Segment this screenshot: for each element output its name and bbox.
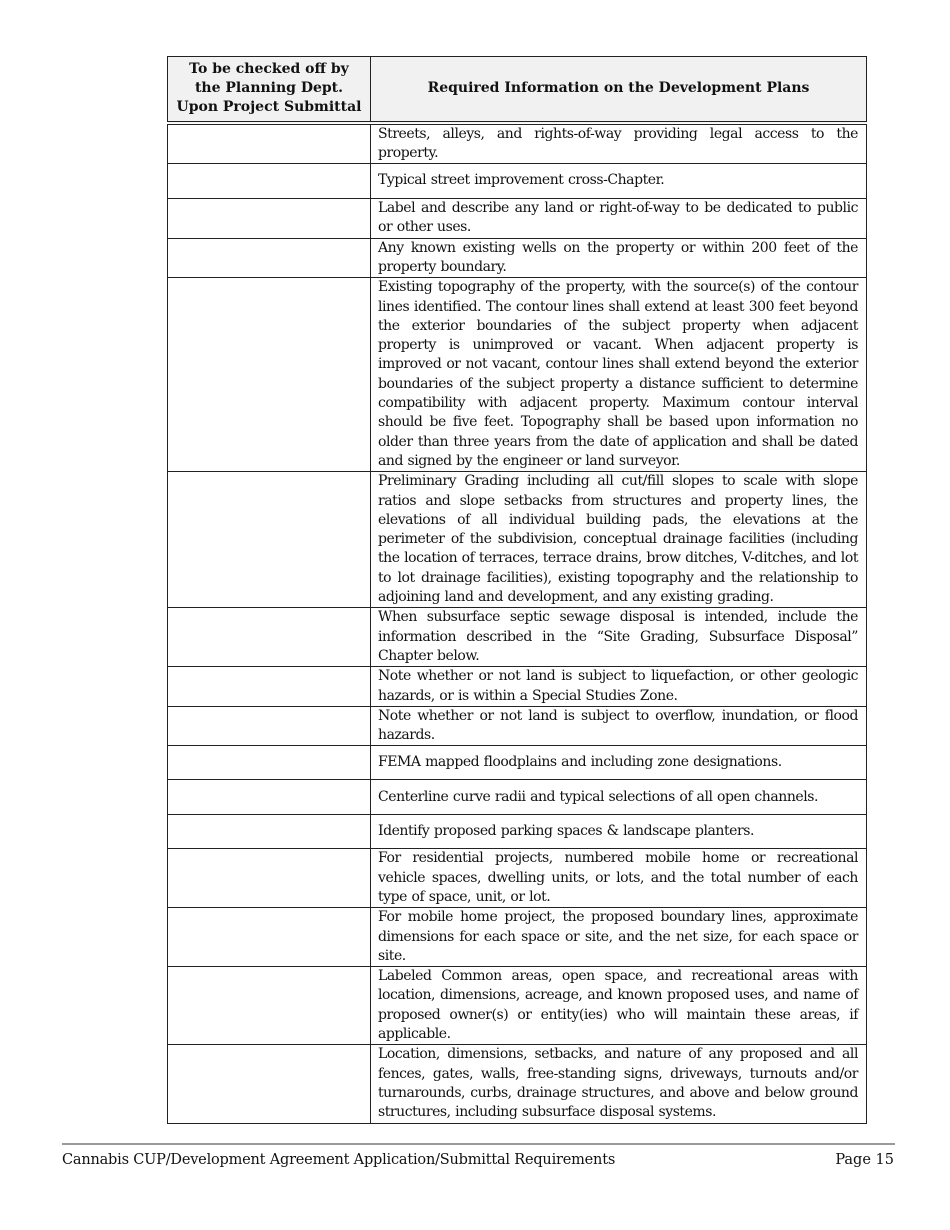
checkoff-cell[interactable] (168, 815, 371, 849)
requirement-text: Location, dimensions, setbacks, and nature of any proposed and all fences, gates, walls, free-standing signs, driveways, turnouts and/or turnarounds, curbs, drainage structures, and above and below ground structures, including subsurface disposal systems. (371, 1045, 867, 1123)
requirement-text: When subsurface septic sewage disposal is intended, include the information described in the “Site Grading, Subsurface Disposal” Chapter below. (371, 608, 867, 667)
requirement-text: Preliminary Grading including all cut/fill slopes to scale with slope ratios and slope setbacks from structures and property lines, the elevations of all individual building pads, the elevations at the perimeter of the subdivision, conceptual drainage facilities (including the location of terraces, terrace drains, brow ditches, V-ditches, and lot to lot drainage facilities), existing topography and the relationship to adjoining land and development, and any existing grading. (371, 472, 867, 608)
checkoff-cell[interactable] (168, 967, 371, 1045)
checkoff-cell[interactable] (168, 849, 371, 908)
table-row (168, 278, 867, 472)
footer-page-number: Page 15 (835, 1152, 894, 1168)
requirement-text: FEMA mapped floodplains and including zone designations. (371, 746, 867, 780)
requirement-text: For residential projects, numbered mobile home or recreational vehicle spaces, dwelling units, or lots, and the total number of each type of space, unit, or lot. (371, 849, 867, 908)
checkoff-cell[interactable] (168, 706, 371, 746)
checkoff-cell[interactable] (168, 278, 371, 472)
table-row (168, 1045, 867, 1123)
table-header-row (168, 57, 867, 123)
requirement-text: Labeled Common areas, open space, and recreational areas with location, dimensions, acreage, and known proposed uses, and name of proposed owner(s) or entity(ies) who will maintain these areas, if applicable. (371, 967, 867, 1045)
checkoff-cell[interactable] (168, 164, 371, 199)
requirement-text: Centerline curve radii and typical selections of all open channels. (371, 780, 867, 815)
table-row (168, 706, 867, 746)
footer-document-title: Cannabis CUP/Development Agreement Application/Submittal Requirements (62, 1152, 616, 1168)
checkoff-cell[interactable] (168, 608, 371, 667)
requirement-text: Note whether or not land is subject to liquefaction, or other geologic hazards, or is within a Special Studies Zone. (371, 667, 867, 707)
checkoff-cell[interactable] (168, 1045, 371, 1123)
check-column-header: To be checked off by the Planning Dept. Upon Project Submittal (168, 57, 371, 123)
requirement-text: Existing topography of the property, with the source(s) of the contour lines identified. The contour lines shall extend at least 300 feet beyond the exterior boundaries of the subject property when adjacent property is unimproved or vacant. When adjacent property is improved or not vacant, contour lines shall extend beyond the exterior boundaries of the subject property a distance sufficient to determine compatibility with adjacent property. Maximum contour interval should be five feet. Topography shall be based upon information no older than three years from the date of application and shall be dated and signed by the engineer or land surveyor. (371, 278, 867, 472)
table-row (168, 238, 867, 278)
requirement-text: Label and describe any land or right-of-way to be dedicated to public or other uses. (371, 199, 867, 239)
table-row (168, 815, 867, 849)
requirement-text: Streets, alleys, and rights-of-way providing legal access to the property. (371, 123, 867, 164)
table-row (168, 472, 867, 608)
checkoff-cell[interactable] (168, 123, 371, 164)
info-column-header: Required Information on the Development Plans (371, 57, 867, 123)
table-row (168, 608, 867, 667)
checkoff-cell[interactable] (168, 199, 371, 239)
checkoff-cell[interactable] (168, 238, 371, 278)
checkoff-cell[interactable] (168, 780, 371, 815)
table-row (168, 849, 867, 908)
table-row (168, 746, 867, 780)
footer-divider (62, 1143, 895, 1145)
checkoff-cell[interactable] (168, 472, 371, 608)
table-row (168, 164, 867, 199)
requirements-table (167, 56, 867, 1124)
checkoff-cell[interactable] (168, 908, 371, 967)
table-row (168, 667, 867, 707)
table-row (168, 780, 867, 815)
table-row (168, 908, 867, 967)
checkoff-cell[interactable] (168, 667, 371, 707)
requirement-text: Any known existing wells on the property or within 200 feet of the property boundary. (371, 238, 867, 278)
table-row (168, 199, 867, 239)
table-row (168, 123, 867, 164)
requirement-text: Typical street improvement cross-Chapter. (371, 164, 867, 199)
requirement-text: For mobile home project, the proposed boundary lines, approximate dimensions for each space or site, and the net size, for each space or site. (371, 908, 867, 967)
requirement-text: Identify proposed parking spaces & landscape planters. (371, 815, 867, 849)
table-row (168, 967, 867, 1045)
checkoff-cell[interactable] (168, 746, 371, 780)
requirement-text: Note whether or not land is subject to overflow, inundation, or flood hazards. (371, 706, 867, 746)
